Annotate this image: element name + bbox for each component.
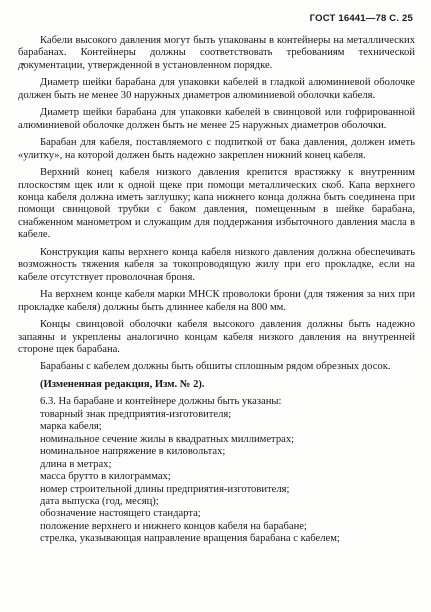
marking-list (18, 409, 415, 546)
paragraph: Концы свинцовой оболочки кабеля высокого давления должны быть надежно запаяны и укреплены аналогично концам кабеля низкого давления на внутренней стороне щек барабана. (18, 319, 415, 355)
paragraph: На верхнем конце кабеля марки МНСК проволоки брони (для тяжения за них при прокладке кабеля) должны быть длиннее кабеля на 800 мм. (18, 289, 415, 313)
paragraph: Диаметр шейки барабана для упаковки кабелей в свинцовой или гофрированной алюминиевой оболочке должен быть не менее 25 наружных диаметров оболочки. (18, 107, 415, 131)
list-item: обозначение настоящего стандарта; (40, 508, 201, 520)
list-item: товарный знак предприятия-изготовителя; (40, 408, 232, 420)
list-item: стрелка, указывающая направление вращения барабана с кабелем; (40, 533, 340, 545)
list-item: положение верхнего и нижнего концов кабеля на барабане; (40, 520, 307, 532)
list-item: длина в метрах; (40, 458, 112, 470)
document-body (18, 35, 415, 546)
paragraph: Барабан для кабеля, поставляемого с подпиткой от бака давления, должен иметь «улитку», на которой должен быть надежно закреплен нижний конец кабеля. (18, 137, 415, 161)
paragraph: Диаметр шейки барабана для упаковки кабелей в гладкой алюминиевой оболочке должен быть не менее 30 наружных диаметров алюминиевой оболочки кабеля. (18, 77, 415, 101)
page-header: ГОСТ 16441—78 С. 25 (309, 13, 413, 24)
section-intro: 6.3. На барабане и контейнере должны быть указаны: (40, 396, 282, 408)
paragraph: Барабаны с кабелем должны быть обшиты сплошным рядом обрезных досок. (40, 361, 391, 373)
list-item: номинальное напряжение в киловольтах; (40, 446, 226, 458)
paragraph: Конструкция капы верхнего конца кабеля низкого давления должна обеспечивать возможность тяжения кабеля за токопроводящую жилу при его прокладке, если на кабеле отсутствует проволочная броня. (18, 246, 415, 283)
list-item: дата выпуска (год, месяц); (40, 495, 159, 507)
list-item: марка кабеля; (40, 421, 102, 433)
list-item: масса брутто в килограммах; (40, 471, 171, 483)
list-item: номинальное сечение жилы в квадратных миллиметрах; (40, 433, 295, 445)
revision-note: (Измененная редакция, Изм. № 2). (40, 378, 205, 390)
list-item: номер строительной длины предприятия-изготовителя; (40, 483, 290, 495)
paragraph: Верхний конец кабеля низкого давления крепится врастяжку к внутренним плоскостям щек или к одной щеке при помощи металлических скоб. Капа верхнего конца кабеля должна иметь заглушку; капа нижнего конца должна быть соединена при помощи свинцовой трубки с баком давления, помещенным в шейке барабана, снабженном манометром и служащим для поддержания избыточного давления масла в кабеле. (18, 167, 415, 241)
paragraph: Кабели высокого давления могут быть упакованы в контейнеры на металлических барабанах. Контейнеры должны соответствовать требованиям технической документации, утвержденной в установленном порядке. (18, 35, 415, 71)
